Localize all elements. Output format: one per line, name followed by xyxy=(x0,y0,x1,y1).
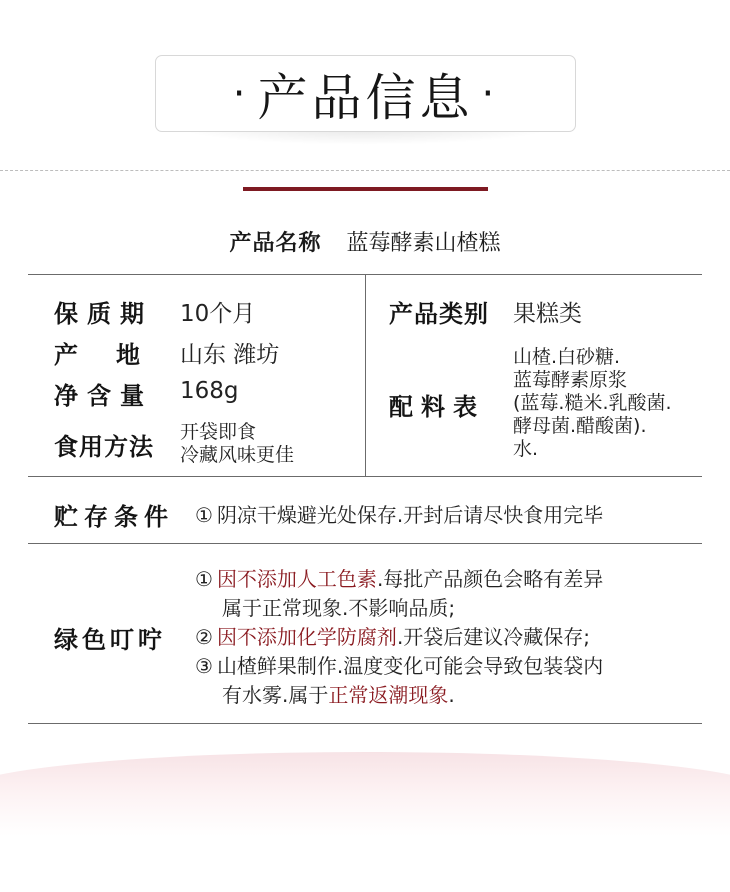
ingredients-line-2: 蓝莓酵素原浆 xyxy=(513,369,628,391)
tip-2-highlight: 因不添加化学防腐剂 xyxy=(216,625,397,649)
tip-1-text: .每批产品颜色会略有差异 xyxy=(376,567,604,591)
storage-text xyxy=(195,499,603,528)
accent-bar xyxy=(243,187,488,191)
tips-label: 绿色叮咛 xyxy=(54,626,166,654)
tip-3-cont-highlight: 正常返潮现象 xyxy=(328,683,449,707)
tip-3-cont-prefix: 有水雾.属于 xyxy=(222,683,329,707)
shelf-life-label: 保质期 xyxy=(54,300,153,328)
title-dot-right: · xyxy=(481,70,499,117)
title-dot-left: · xyxy=(232,70,250,117)
shelf-life-value: 10个月 xyxy=(180,301,256,327)
tip-item-2 xyxy=(195,621,590,650)
table-middle-line xyxy=(28,476,702,477)
category-label: 产品类别 xyxy=(389,300,489,328)
tip-3-text: 山楂鲜果制作.温度变化可能会导致包装袋内 xyxy=(216,654,604,678)
tip-3-continuation xyxy=(222,679,455,708)
bottom-wave-decoration xyxy=(0,752,730,892)
category-value: 果糕类 xyxy=(513,301,582,327)
product-name-row xyxy=(0,226,730,257)
tip-1-continuation: 属于正常现象.不影响品质; xyxy=(222,596,456,620)
usage-line-2: 冷藏风味更佳 xyxy=(180,444,295,466)
tip-1-highlight: 因不添加人工色素 xyxy=(216,567,377,591)
tip-1-marker: ① xyxy=(195,567,213,591)
title-text: 产品信息 xyxy=(257,68,474,127)
table-bottom-line xyxy=(28,723,702,724)
net-content-value: 168g xyxy=(180,378,239,404)
storage-label: 贮存条件 xyxy=(54,503,174,531)
tip-3-marker: ③ xyxy=(195,654,213,678)
ingredients-line-4: 酵母菌.醋酸菌). xyxy=(513,415,647,437)
page-title xyxy=(155,55,576,132)
usage-label: 食用方法 xyxy=(54,433,154,461)
storage-value: 阴凉干燥避光处保存.开封后请尽快食用完毕 xyxy=(216,503,604,527)
tip-3-cont-suffix: . xyxy=(448,683,455,707)
net-content-label: 净含量 xyxy=(54,382,153,410)
storage-marker: ① xyxy=(195,503,213,527)
ingredients-line-3: (蓝莓.糙米.乳酸菌. xyxy=(513,392,672,414)
table-center-line xyxy=(365,274,366,476)
origin-value: 山东 潍坊 xyxy=(180,342,280,368)
tip-item-3 xyxy=(195,650,603,679)
product-name-label: 产品名称 xyxy=(229,231,322,256)
usage-line-1: 开袋即食 xyxy=(180,421,257,443)
ingredients-label: 配料表 xyxy=(389,393,485,421)
tip-item-1 xyxy=(195,563,603,592)
tip-2-marker: ② xyxy=(195,625,213,649)
dashed-divider xyxy=(0,170,730,171)
tip-2-text: .开袋后建议冷藏保存; xyxy=(396,625,591,649)
ingredients-line-5: 水. xyxy=(513,438,539,460)
product-name-value: 蓝莓酵素山楂糕 xyxy=(346,231,501,256)
table-storage-line xyxy=(28,543,702,544)
ingredients-line-1: 山楂.白砂糖. xyxy=(513,346,621,368)
origin-label: 产地 xyxy=(54,341,178,369)
title-panel xyxy=(155,55,576,132)
